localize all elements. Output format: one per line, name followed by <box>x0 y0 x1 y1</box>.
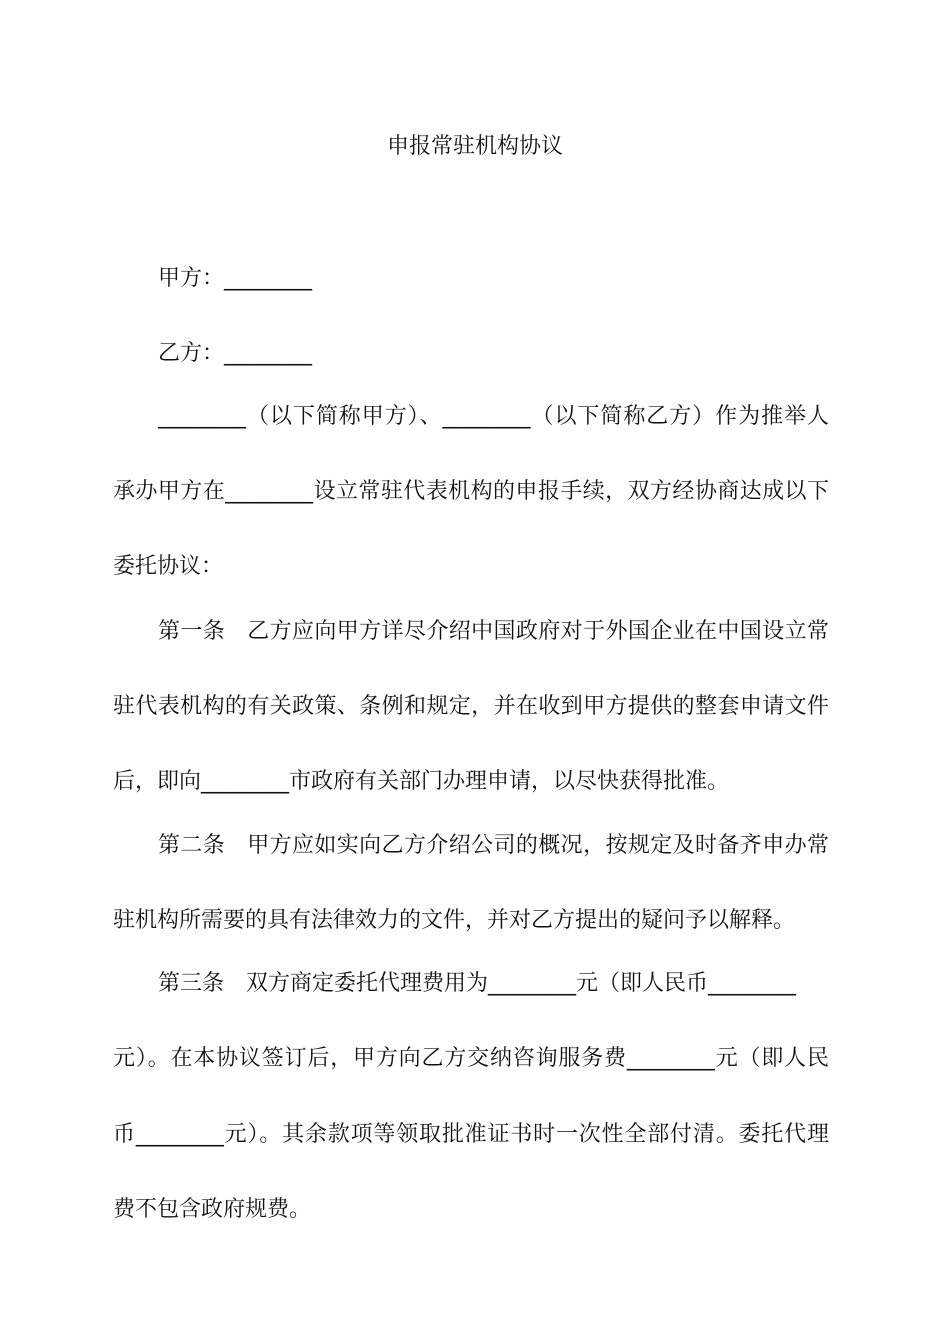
intro-line: ________（以下简称甲方）、________（以下简称乙方）作为推举人 <box>158 404 829 429</box>
document-title: 申报常驻机构协议 <box>386 134 563 159</box>
article-2-line <box>158 831 829 861</box>
party-b-line: 乙方：________ <box>158 341 313 366</box>
article-1-text: 乙方应向甲方详尽介绍中国政府对于外国企业在中国设立常 <box>247 619 829 644</box>
article-3-label: 第三条 <box>158 971 225 996</box>
article-2-label: 第二条 <box>158 833 226 858</box>
party-a-line: 甲方：________ <box>158 266 313 291</box>
article-1-line: 驻代表机构的有关政策、条例和规定，并在收到甲方提供的整套申请文件 <box>113 694 829 719</box>
article-1-label: 第一条 <box>158 619 226 644</box>
article-1-line <box>158 617 829 647</box>
article-1-line: 后，即向________市政府有关部门办理申请，以尽快获得批准。 <box>113 769 730 794</box>
article-3-line: 币________元）。其余款项等领取批准证书时一次性全部付清。委托代理 <box>113 1122 829 1147</box>
article-3-text: 双方商定委托代理费用为________元（即人民币________ <box>246 971 797 996</box>
intro-line: 委托协议： <box>113 554 224 579</box>
article-2-text: 甲方应如实向乙方介绍公司的概况，按规定及时备齐申办常 <box>247 833 829 858</box>
article-3-line: 元）。在本协议签订后，甲方向乙方交纳咨询服务费________元（即人民 <box>113 1046 829 1071</box>
article-2-line: 驻机构所需要的具有法律效力的文件，并对乙方提出的疑问予以解释。 <box>113 908 796 933</box>
article-3-line <box>158 969 829 999</box>
article-3-line: 费不包含政府规费。 <box>113 1197 312 1222</box>
intro-line: 承办甲方在________设立常驻代表机构的申报手续，双方经协商达成以下 <box>113 479 829 504</box>
